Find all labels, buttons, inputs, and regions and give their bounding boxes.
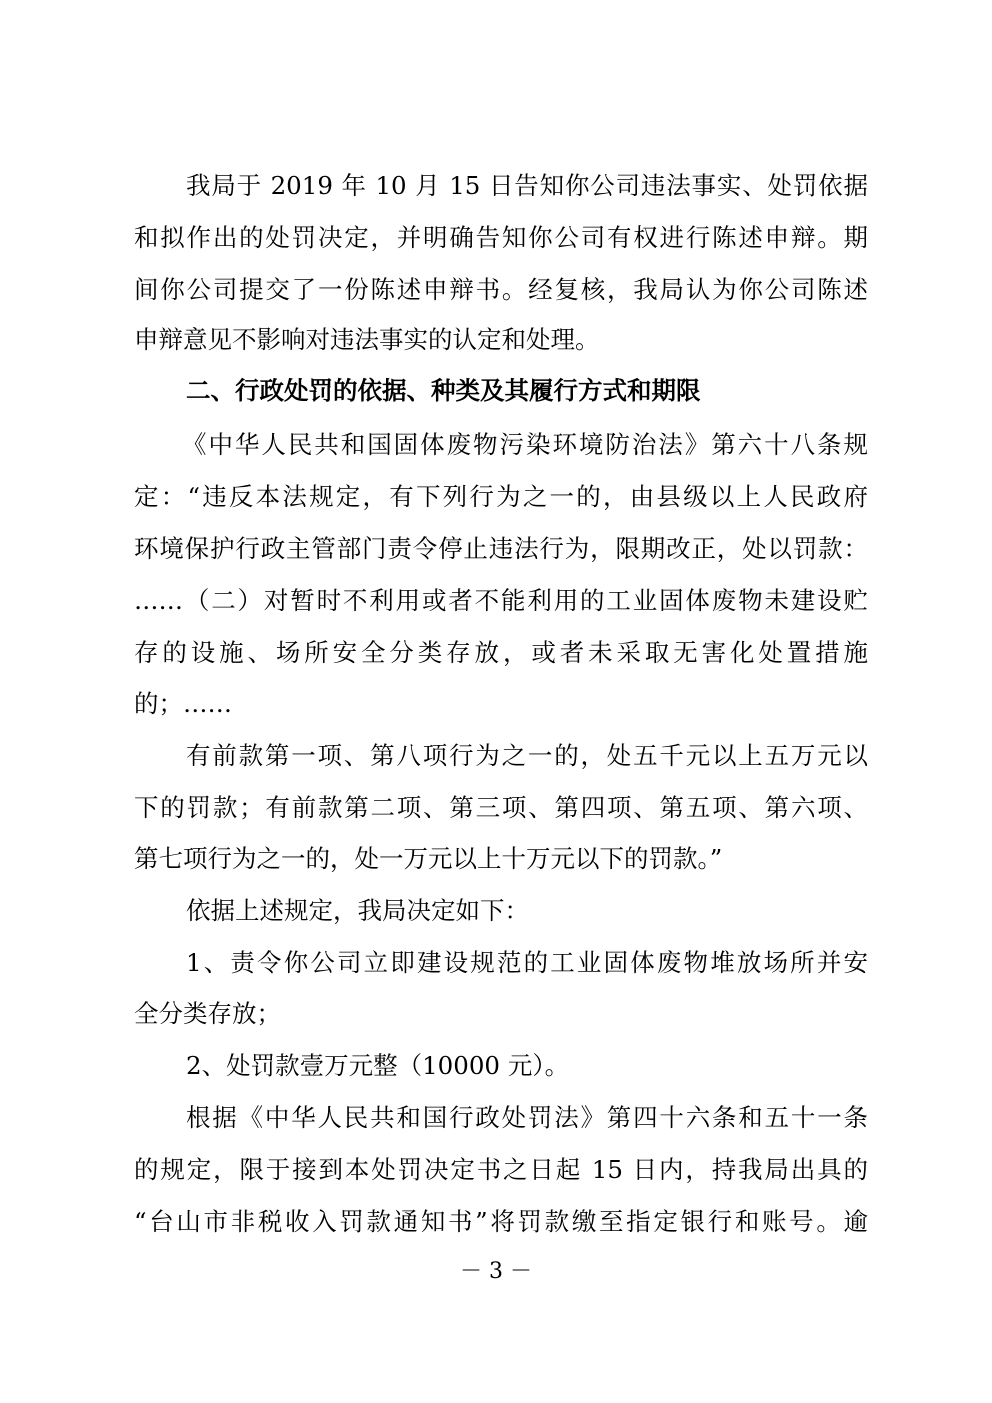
- paragraph-line: 依据上述规定，我局决定如下：: [186, 896, 529, 925]
- section-heading: 二、行政处罚的依据、种类及其履行方式和期限: [186, 376, 701, 405]
- paragraph-line: 和拟作出的处罚决定，并明确告知你公司有权进行陈述申辩。期: [134, 223, 868, 252]
- paragraph-line: 全分类存放；: [134, 999, 281, 1028]
- page-number: － 3 －: [460, 1259, 532, 1284]
- paragraph-line: ……（二）对暂时不利用或者不能利用的工业固体废物未建设贮: [134, 586, 868, 615]
- paragraph-line: 环境保护行政主管部门责令停止违法行为，限期改正，处以罚款：: [134, 534, 868, 563]
- paragraph-line: 的；……: [134, 689, 232, 718]
- paragraph-line: 定：“违反本法规定，有下列行为之一的，由县级以上人民政府: [134, 482, 868, 511]
- paragraph-line: 我局于 2019 年 10 月 15 日告知你公司违法事实、处罚依据: [186, 171, 868, 200]
- paragraph-line: 《中华人民共和国固体废物污染环境防治法》第六十八条规: [182, 430, 868, 459]
- paragraph-line: 的规定，限于接到本处罚决定书之日起 15 日内，持我局出具的: [134, 1155, 868, 1184]
- paragraph-line: 有前款第一项、第八项行为之一的，处五千元以上五万元以: [186, 741, 868, 770]
- paragraph-line: “台山市非税收入罚款通知书”将罚款缴至指定银行和账号。逾: [134, 1207, 868, 1236]
- paragraph-line: 下的罚款；有前款第二项、第三项、第四项、第五项、第六项、: [134, 793, 868, 822]
- paragraph-line: 根据《中华人民共和国行政处罚法》第四十六条和五十一条: [186, 1103, 868, 1132]
- paragraph-line: 存的设施、场所安全分类存放，或者未采取无害化处置措施: [134, 638, 868, 667]
- paragraph-line: 间你公司提交了一份陈述申辩书。经复核，我局认为你公司陈述: [134, 275, 868, 304]
- paragraph-line: 第七项行为之一的，处一万元以上十万元以下的罚款。”: [134, 844, 723, 873]
- paragraph-line: 2、处罚款壹万元整（10000 元）。: [186, 1051, 570, 1080]
- paragraph-line: 申辩意见不影响对违法事实的认定和处理。: [134, 325, 600, 354]
- paragraph-line: 1、责令你公司立即建设规范的工业固体废物堆放场所并安: [186, 948, 868, 977]
